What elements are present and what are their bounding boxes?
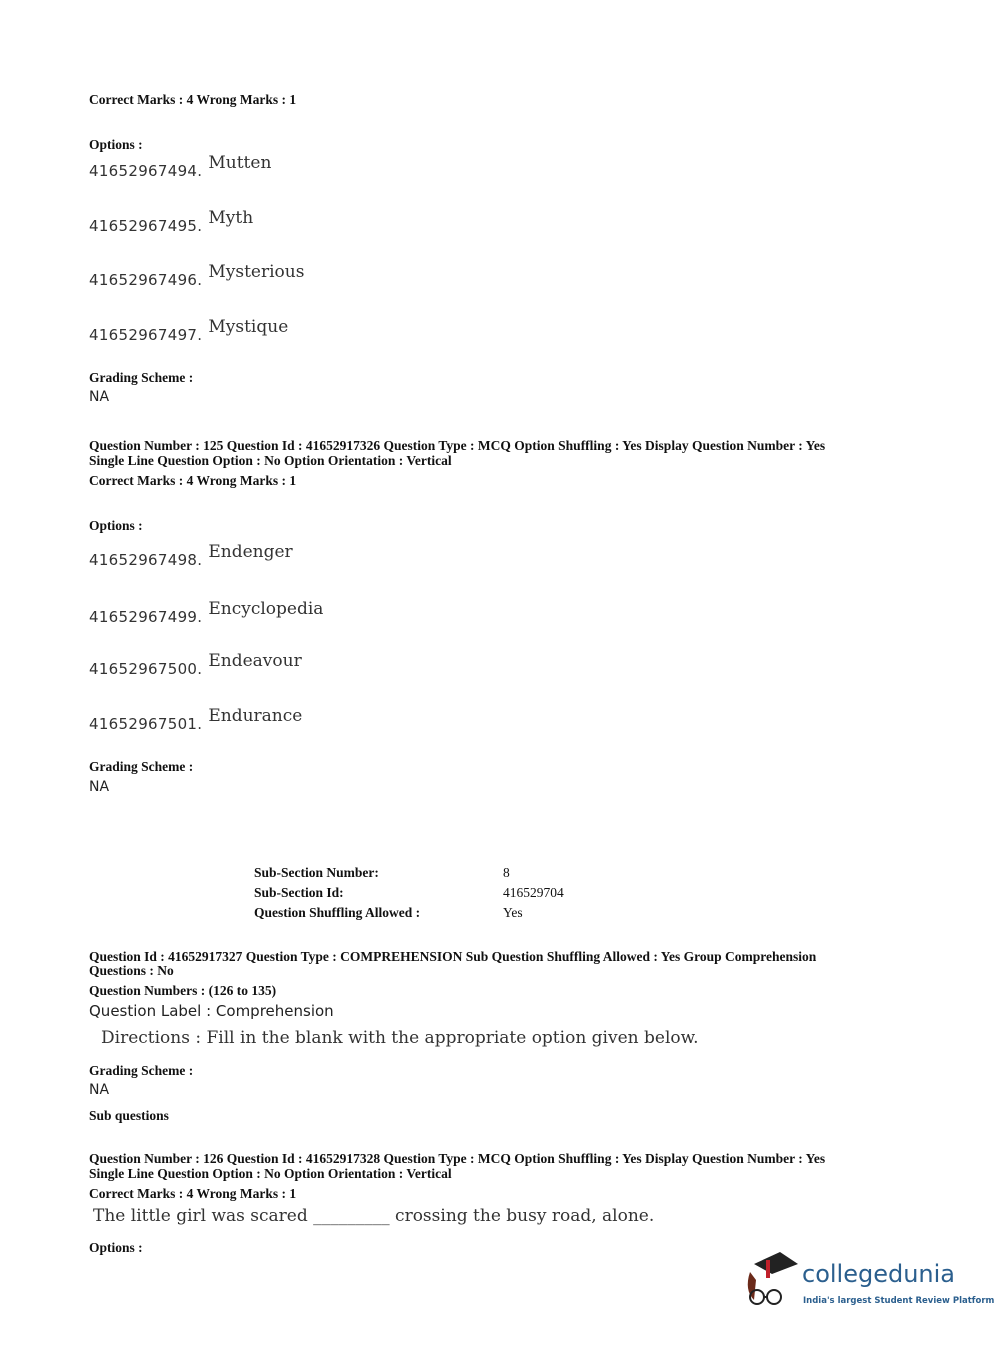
grading-label: Grading Scheme :: [89, 370, 194, 385]
option: 41652967500. Endeavour: [89, 651, 302, 678]
subsection-row: Question Shuffling Allowed : Yes: [254, 905, 523, 920]
question-label: Question Label : Comprehension: [89, 1002, 334, 1020]
option: 41652967497. Mystique: [89, 317, 289, 344]
grading-value: NA: [89, 1082, 110, 1098]
marks: Correct Marks : 4 Wrong Marks : 1: [89, 473, 297, 488]
subsection-row: Sub-Section Number: 8: [254, 865, 510, 880]
comprehension-meta: Questions : No: [89, 963, 174, 978]
marks: Correct Marks : 4 Wrong Marks : 1: [89, 1186, 297, 1201]
grading-label: Grading Scheme :: [89, 759, 194, 774]
options-label: Options :: [89, 1240, 143, 1255]
option: 41652967494. Mutten: [89, 153, 272, 180]
options-label: Options :: [89, 518, 143, 533]
comprehension-meta: Question Id : 41652917327 Question Type : COMPREHENSION Sub Question Shuffling Allowed : Yes Group Comprehension: [89, 949, 817, 964]
option: 41652967501. Endurance: [89, 706, 303, 733]
option: 41652967496. Mysterious: [89, 262, 305, 289]
subsection-row: Sub-Section Id: 416529704: [254, 885, 564, 900]
grading-label: Grading Scheme :: [89, 1063, 194, 1078]
option: 41652967498. Endenger: [89, 542, 293, 569]
directions: Directions : Fill in the blank with the appropriate option given below.: [101, 1028, 699, 1048]
logo-tagline: India's largest Student Review Platform: [803, 1296, 995, 1306]
grading-value: NA: [89, 389, 110, 405]
question-meta: Single Line Question Option : No Option Orientation : Vertical: [89, 1166, 452, 1181]
option: 41652967495. Myth: [89, 208, 254, 235]
question-meta: Question Number : 125 Question Id : 41652917326 Question Type : MCQ Option Shuffling : Yes Display Question Number : Yes: [89, 438, 826, 453]
marks: Correct Marks : 4 Wrong Marks : 1: [89, 92, 297, 107]
question-text: The little girl was scared _________ crossing the busy road, alone.: [93, 1206, 655, 1226]
question-meta: Single Line Question Option : No Option Orientation : Vertical: [89, 453, 452, 468]
question-numbers: Question Numbers : (126 to 135): [89, 983, 277, 998]
logo-wordmark: collegedunia: [802, 1260, 956, 1288]
option: 41652967499. Encyclopedia: [89, 599, 324, 626]
grading-value: NA: [89, 779, 110, 795]
mascot-icon: [740, 1250, 800, 1315]
sub-questions-label: Sub questions: [89, 1108, 169, 1123]
options-label: Options :: [89, 137, 143, 152]
question-meta: Question Number : 126 Question Id : 41652917328 Question Type : MCQ Option Shuffling : Yes Display Question Number : Yes: [89, 1151, 826, 1166]
